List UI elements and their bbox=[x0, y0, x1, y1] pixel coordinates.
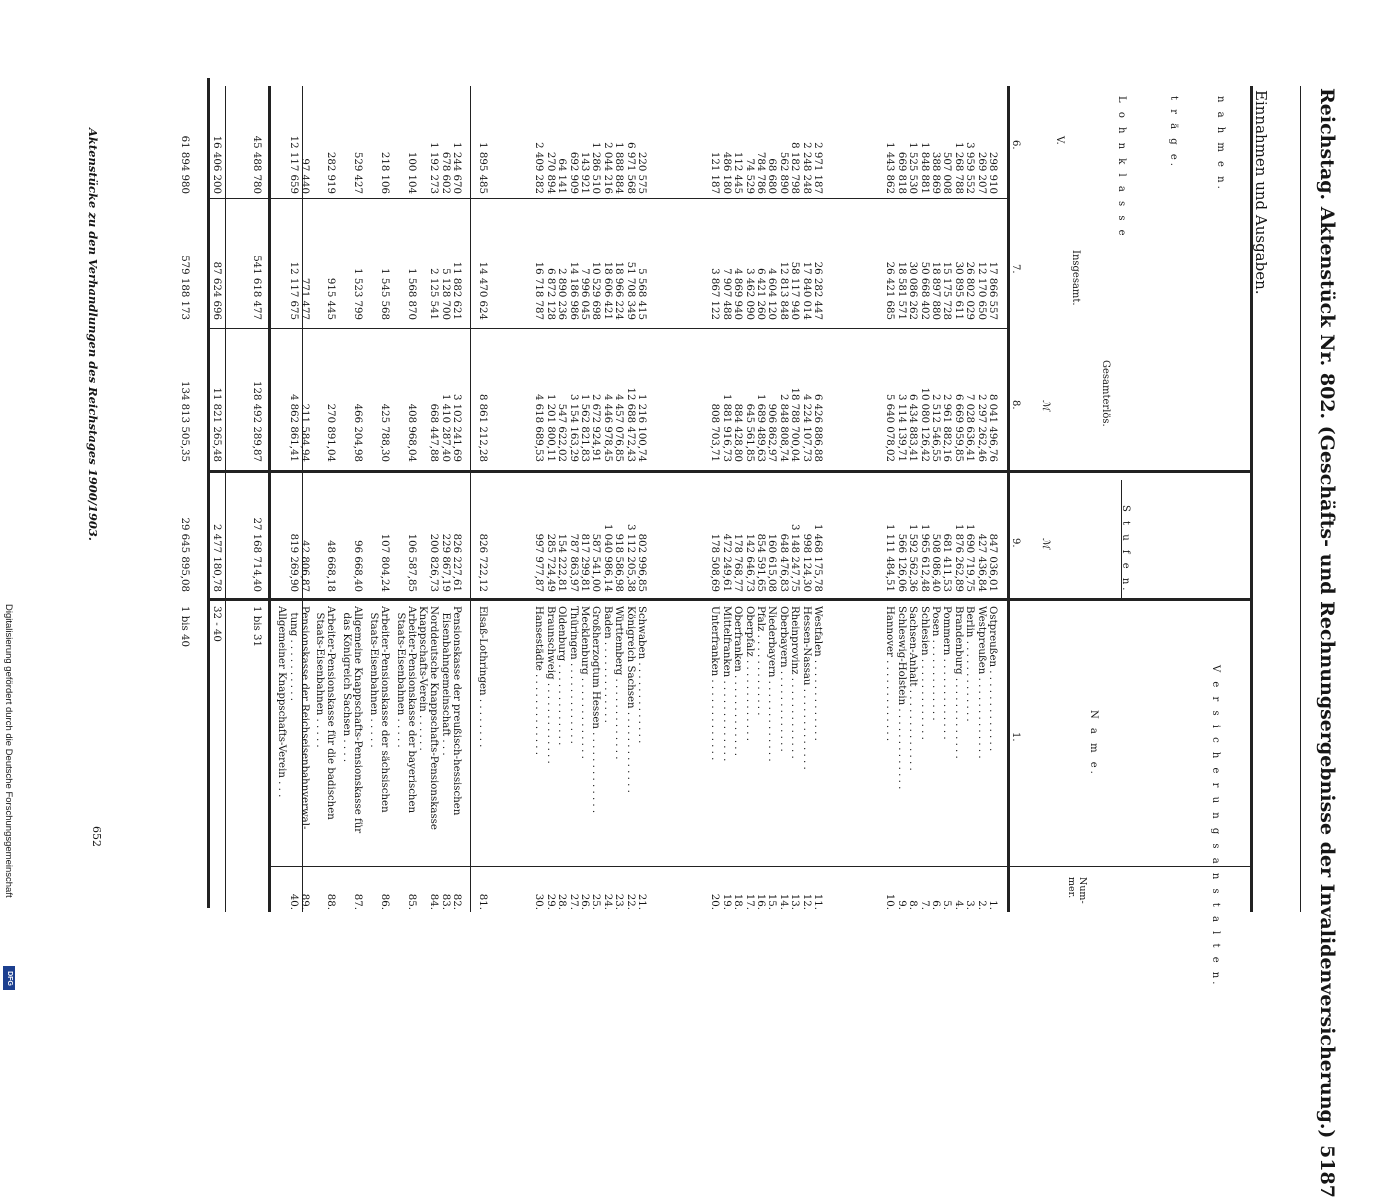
total-2-col7: 87 624 696 bbox=[211, 261, 222, 320]
header-lohnklasse: L o h n k l a s s e bbox=[1116, 96, 1127, 239]
total-3-label: 1 bis 40 bbox=[179, 606, 190, 647]
group-3-names: Schwaben . . . . . . . . . . . . . Königreich Sachsen . . . . . . . . . . . . . Württemberg . . . . . . . . . . . . . Baden . . . . . . . . . . . . . Großherzogtum Hessen . . . . . . . . . . . . . Mecklenburg . . . . . . . . . . . . . Thüringen . . . . . . . . . . . . . Oldenburg . . . . . . . . . . . . . Braunschweig . . . . . . . . . . . . . Hansestädte . . . . . . . . . . . . . bbox=[533, 606, 647, 814]
kasse-5-col8: 466 204,98 bbox=[352, 403, 363, 462]
kasse-2-name: Pensionskasse der preußisch-hessischen Eisenbahngemeinschaft . . . Norddeutsche Knappschafts-Pensionskasse Knappschafts-Verein . . . . . . bbox=[416, 606, 462, 830]
kasse-1-col9: 826 722,12 bbox=[477, 533, 488, 592]
kasse-3-col8: 408 968,04 bbox=[406, 403, 417, 462]
group-3-numbers: 21. 22. 23. 24. 25. 26. 27. 28. 29. 30. bbox=[533, 893, 647, 910]
running-head: Reichstag. Aktenstück Nr. 802. (Geschäfts- und Rechnungsergebnisse der Invalidenversicherung.) 5187 bbox=[1316, 88, 1338, 1198]
kasse-6-col9: 48 668,18 bbox=[325, 540, 336, 592]
rule-data-top bbox=[1007, 86, 1010, 912]
kasse-3-col9: 106 587,85 bbox=[406, 533, 417, 592]
group-2-col9: 1 468 175,78 998 124,30 3 148 247,75 648 476,83 160 615,08 854 591,65 142 646,73 178 768,77 472 249,61 178 508,69 bbox=[709, 523, 823, 592]
rule-totals-start bbox=[268, 86, 271, 912]
kasse-3-number: 85. bbox=[406, 893, 417, 910]
rule-bottom bbox=[207, 78, 210, 908]
header-nummer: Num- mer. bbox=[1066, 877, 1088, 904]
group-2-numbers: 11. 12. 13. 14. 15. 16. 17. 18. 19. 20. bbox=[709, 893, 823, 910]
total-3-col6: 61 894 980 bbox=[179, 135, 190, 194]
kasse-7-col9: 42 806,87 819 269,90 bbox=[287, 533, 310, 592]
colnum-8: 8. bbox=[1010, 400, 1021, 410]
kasse-6-col8: 270 891,04 bbox=[325, 403, 336, 462]
group-1-numbers: 1. 2. 3. 4. 5. 6. 7. 8. 9. 10. bbox=[884, 893, 998, 910]
total-2-col9: 2 477 180,78 bbox=[211, 523, 222, 592]
col-sep-9-1 bbox=[207, 598, 1250, 601]
kasse-4-name: Arbeiter-Pensionskasse der sächsischen Staats-Eisenbahnen . . . . . bbox=[367, 606, 390, 813]
digitization-credit: Digitalisierung gefördert durch die Deutsche Forschungsgemeinschaft bbox=[3, 604, 14, 898]
kasse-3-col7: 1 568 870 bbox=[406, 268, 417, 320]
total-3-col8: 134 813 505,35 bbox=[179, 380, 190, 462]
kasse-1-number: 81. bbox=[477, 893, 488, 910]
footer-note: Aktenstücke zu den Verhandlungen des Reichstages 1900/1903. bbox=[86, 128, 100, 541]
colnum-7: 7. bbox=[1010, 264, 1021, 274]
kasse-2-col9: 826 227,61 229 867,19 200 826,73 bbox=[428, 533, 462, 592]
total-3-col7: 579 188 173 bbox=[179, 255, 190, 320]
kasse-6-name: Arbeiter-Pensionskasse für die badischen Staats-Eisenbahnen . . . . . bbox=[313, 606, 336, 820]
total-1-col6: 45 488 780 bbox=[251, 135, 262, 194]
total-1-col7: 541 618 477 bbox=[251, 255, 262, 320]
kasse-6-col7: 915 445 bbox=[325, 277, 336, 320]
kasse-4-col6: 218 106 bbox=[379, 151, 390, 194]
group-3-col8: 1 216 100,74 12 688 472,43 4 457 076,85 4 446 978,45 2 672 924,91 1 562 821,83 3 154 163,29 547 622,02 1 201 800,11 4 618 689,53 bbox=[533, 387, 647, 462]
total-1-label: 1 bis 31 bbox=[251, 606, 262, 647]
kasse-3-col6: 100 104 bbox=[406, 151, 417, 194]
group-3-col6: 220 575 6 971 568 1 888 884 2 044 216 1 286 510 143 921 692 909 64 141 270 894 2 409 282 bbox=[533, 142, 647, 194]
kasse-7-col7: 771 477 12 117 675 bbox=[287, 261, 310, 320]
total-2-col6: 16 406 200 bbox=[211, 135, 222, 194]
dfg-logo: DFG bbox=[3, 966, 15, 990]
rule-sub-totals bbox=[225, 86, 226, 912]
kasse-4-col8: 425 788,30 bbox=[379, 403, 390, 462]
group-2-col6: 2 971 187 2 248 248 8 182 798 562 890 68 680 784 786 74 529 112 445 486 180 121 187 bbox=[709, 142, 823, 194]
kasse-5-col9: 96 668,40 bbox=[352, 540, 363, 592]
group-1-col6: 298 910 269 207 3 959 552 1 268 788 507 008 388 869 1 848 881 1 525 530 669 818 1 443 862 bbox=[884, 142, 998, 194]
page-number: 652 bbox=[90, 826, 103, 847]
kasse-2-col7: 11 882 621 5 128 700 2 125 541 bbox=[428, 261, 462, 320]
total-2-col8: 11 821 265,48 bbox=[211, 387, 222, 462]
group-3-col9: 802 996,85 3 112 205,38 918 586,98 1 040 986,14 587 541,00 817 299,81 787 863,97 154 222,81 285 724,49 997 977,87 bbox=[533, 523, 647, 592]
rule-top bbox=[1300, 86, 1301, 912]
kasse-4-number: 86. bbox=[379, 893, 390, 910]
group-1-col9: 847 036,01 427 436,84 1 690 719,75 1 876 262,89 681 411,53 508 086,40 1 965 612,48 1 592 562,36 566 126,06 1 111 484,51 bbox=[884, 523, 998, 592]
kasse-5-number: 87. bbox=[352, 893, 363, 910]
total-3-col9: 29 645 895,08 bbox=[179, 517, 190, 592]
header-versicherungsanstalten: V e r s i c h e r u n g s a n s t a l t e n. bbox=[1210, 665, 1221, 988]
kasse-7-col8: 211 584,94 4 862 861,41 bbox=[287, 393, 310, 462]
kasse-3-name: Arbeiter-Pensionskasse der bayerischen Staats-Eisenbahnen . . . . . bbox=[394, 606, 417, 814]
group-2-col7: 26 282 447 17 840 014 58 117 940 12 813 848 4 604 120 6 421 260 3 462 090 4 869 940 7 907 488 3 867 122 bbox=[709, 261, 823, 320]
colnum-1: 1. bbox=[1010, 732, 1021, 742]
kasse-4-col9: 107 804,24 bbox=[379, 533, 390, 592]
header-gesamterloes: Gesamterlös. bbox=[1100, 360, 1111, 427]
rule-groups-end bbox=[470, 86, 471, 912]
kasse-4-col7: 1 545 568 bbox=[379, 268, 390, 320]
group-2-col8: 6 426 886,88 4 224 107,73 18 788 700,04 2 848 808,74 906 862,97 1 689 489,63 645 561,85 884 428,80 1 881 916,73 808 703,71 bbox=[709, 387, 823, 462]
kasse-5-name: Allgemeine Knappschafts-Pensionskasse für das Königreich Sachsen . . . . bbox=[340, 606, 363, 834]
kasse-7-col6: 97 440 12 117 659 bbox=[287, 135, 310, 194]
kasse-7-name: Pensionskasse der Reichseisenbahnverwal- tung . . . . . . . . . . Allgemeiner Knappschafts-Verein . . . bbox=[276, 606, 310, 830]
group-1-col7: 17 866 557 12 170 650 26 802 029 30 895 611 15 175 728 18 897 880 50 668 402 30 086 262 18 581 571 26 421 685 bbox=[884, 261, 998, 320]
header-einnahmen: n a h m e n. bbox=[1215, 96, 1226, 192]
currency-mark-9: ℳ bbox=[1040, 538, 1051, 549]
currency-mark-8: ℳ bbox=[1040, 400, 1051, 411]
header-v: V. bbox=[1054, 136, 1065, 145]
kasse-6-col6: 282 919 bbox=[325, 151, 336, 194]
kasse-1-name: Elsaß-Lothringen . . . . . . . . bbox=[477, 606, 488, 748]
total-2-label: 32 - 40 bbox=[211, 606, 222, 642]
kasse-7-number: 89. 40. bbox=[287, 893, 310, 910]
table-subtitle: Einnahmen und Ausgaben. bbox=[1252, 90, 1270, 295]
header-insgesamt: Insgesamt. bbox=[1070, 250, 1081, 306]
group-2-names: Westfalen . . . . . . . . . . . . . Hessen-Nassau . . . . . . . . . . . . . Rheinprovinz . . . . . . . . . . . . . Oberbayern . . . . . . . . . . . . . Niederbayern . . . . . . . . . . . . . Pfalz . . . . . . . . . . . . . Oberpfalz . . . . . . . . . . . . . Oberfranken . . . . . . . . . . . . . Mittelfranken . . . . . . . . . . . . . Unterfranken . . . . . . . . . . . . . bbox=[709, 606, 823, 770]
kasse-1-col8: 8 861 212,28 bbox=[477, 393, 488, 462]
kasse-6-number: 88. bbox=[325, 893, 336, 910]
kasse-2-col8: 3 102 241,69 1 410 287,40 668 447,88 bbox=[428, 393, 462, 462]
col-sep-8-9 bbox=[207, 470, 1250, 473]
total-1-col8: 128 492 289,87 bbox=[251, 380, 262, 462]
group-3-col7: 5 568 415 51 708 349 18 966 224 18 606 421 10 529 698 7 996 045 14 186 986 2 890 236 6 872 128 16 718 787 bbox=[533, 261, 647, 320]
colnum-9: 9. bbox=[1010, 538, 1021, 548]
col-sep-7-8 bbox=[207, 328, 1007, 329]
header-betraege: t r ä g e. bbox=[1168, 96, 1179, 169]
kasse-5-col6: 529 427 bbox=[352, 151, 363, 194]
group-1-names: Ostpreußen . . . . . . . . . . . . . Westpreußen . . . . . . . . . . . . . Berlin . . . . . . . . . . . . . Brandenburg . . . . . . . . . . . . . Pommern . . . . . . . . . . . . . Posen . . . . . . . . . . . . . Schlesien . . . . . . . . . . . . . Sachsen-Anhalt . . . . . . . . . . . . . Schleswig-Holstein . . . . . . . . . . . . . Hannover . . . . . . . . . . . . . bbox=[884, 606, 998, 790]
total-1-col9: 27 168 714,40 bbox=[251, 517, 262, 592]
group-1-col8: 8 041 496,76 2 297 262,46 7 028 636,41 6 669 959,85 2 961 882,16 2 512 546,55 10 080 126,42 6 434 883,41 3 114 139,71 5 640 078,02 bbox=[884, 387, 998, 462]
kasse-1-col7: 14 470 624 bbox=[477, 261, 488, 320]
kasse-2-col6: 1 244 670 678 602 1 192 273 bbox=[428, 142, 462, 194]
col-sep-6-7 bbox=[207, 198, 1007, 199]
rule-header bbox=[1250, 86, 1253, 912]
kasse-1-col6: 1 895 485 bbox=[477, 142, 488, 194]
header-stufen: S t u f e n. bbox=[1120, 505, 1131, 594]
kasse-2-number: 82. 83. 84. bbox=[428, 893, 462, 910]
header-name: N a m e. bbox=[1088, 710, 1099, 777]
kasse-5-col7: 1 523 799 bbox=[352, 268, 363, 320]
colnum-6: 6. bbox=[1010, 140, 1021, 150]
